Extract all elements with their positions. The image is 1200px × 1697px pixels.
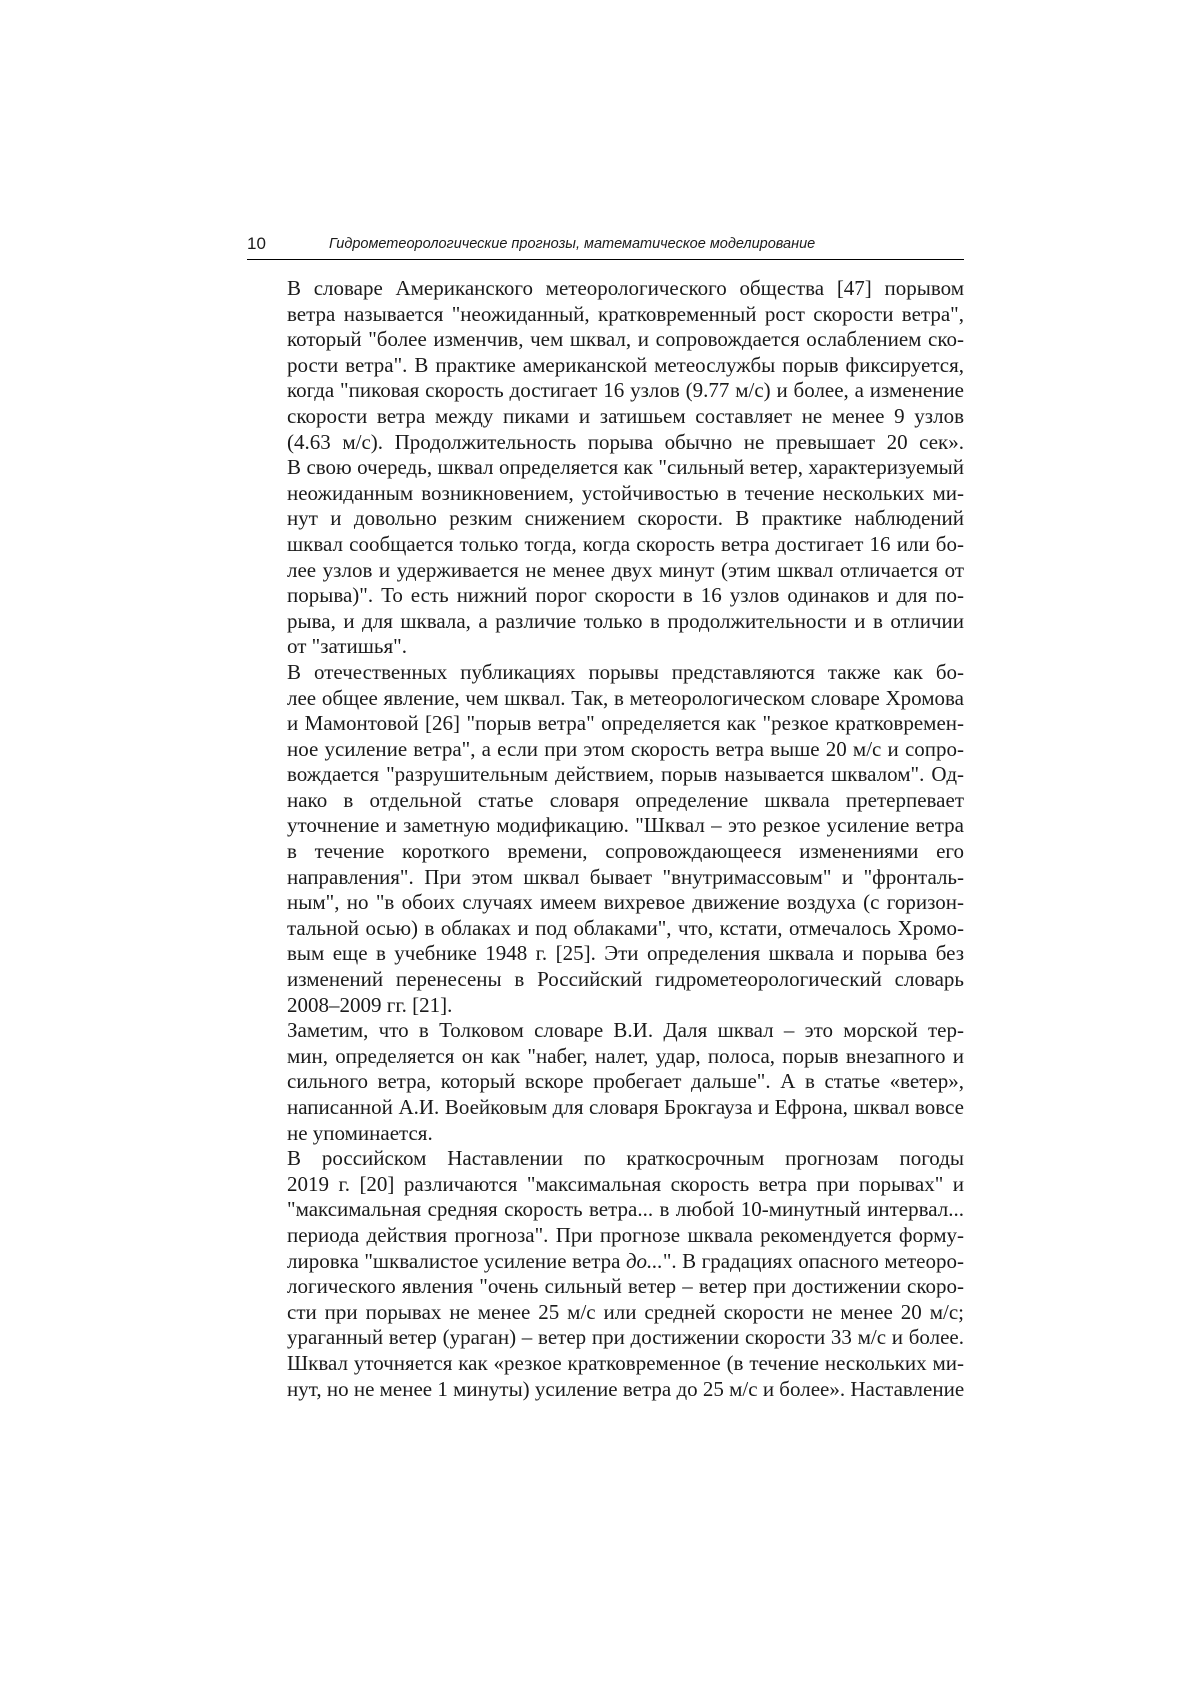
text-line: лее общее явление, чем шквал. Так, в метеорологическом словаре Хромова [287,685,964,710]
text-line: лее узлов и удерживается не менее двух минут (этим шквал отличается от [287,557,964,582]
text-line: уточнение и заметную модификацию. "Шквал – это резкое усиление ветра [287,813,964,838]
paragraph [247,1146,964,1402]
text-line: написанной А.И. Воейковым для словаря Брокгауза и Ефрона, шквал вовсе [287,1095,964,1119]
text-line: ураганный ветер (ураган) – ветер при достижении скорости 33 м/с и более. [287,1325,964,1350]
text-line: В отечественных публикациях порывы представляются также как бо- [287,659,964,684]
text-line: В свою очередь, шквал определяется как "сильный ветер, характеризуемый [287,455,964,480]
text-line: скорости ветра между пиками и затишьем составляет не менее 9 узлов [287,403,964,428]
text-line: который "более изменчив, чем шквал, и сопровождается ослаблением ско- [287,327,964,352]
italic-word: до... [625,1248,663,1273]
text-line: Шквал уточняется как «резкое кратковременное (в течение нескольких ми- [287,1350,964,1375]
text-line: ветра называется "неожиданный, кратковременный рост скорости ветра", [287,301,964,326]
text-line: периода действия прогноза". При прогнозе шквала рекомендуется форму- [287,1222,964,1247]
text-line: нут, но не менее 1 минуты) усиление ветра до 25 м/с и более». Наставление [287,1376,965,1401]
text-line: направления". При этом шквал бывает "внутримассовым" и "фронталь- [287,864,964,889]
text-line: порыва)". То есть нижний порог скорости в 16 узлов одинаков и для по- [287,583,964,608]
text-line: мин, определяется он как "набег, налет, удар, полоса, порыв внезапного и [287,1043,964,1068]
text-line: тальной осью) в облаках и под облаками", что, кстати, отмечалось Хромо- [287,915,964,940]
text-line: вождается "разрушительным действием, порыв называется шквалом". Од- [287,762,964,787]
text-line: не упоминается. [287,1120,433,1145]
running-head [247,233,964,260]
paragraph [247,660,964,1018]
text-line: логического явления "очень сильный ветер – ветер при достижении скоро- [287,1274,964,1299]
running-title: Гидрометеорологические прогнозы, математическое моделирование [329,236,816,252]
text-line: (4.63 м/с). Продолжительность порыва обычно не превышает 20 сек». [287,429,964,454]
page-number: 10 [247,234,266,253]
text-line: Заметим, что в Толковом словаре В.И. Даля шквал – это морской тер- [287,1018,964,1043]
text-line: 2008–2009 гг. [21]. [287,992,453,1017]
text-line: когда "пиковая скорость достигает 16 узлов (9.77 м/с) и более, а изменение [287,378,964,403]
paragraph [247,276,964,660]
text-line: ное усиление ветра", а если при этом скорость ветра выше 20 м/с и сопро- [287,736,964,761]
text-line: ным", но "в обоих случаях имеем вихревое движение воздуха (с горизон- [287,890,964,915]
text-line: 2019 г. [20] различаются "максимальная скорость ветра при порывах" и [287,1171,964,1196]
text-line: рыва, и для шквала, а различие только в продолжительности и в отличии [287,608,964,633]
text-line: шквал сообщается только тогда, когда скорость ветра достигает 16 или бо- [287,531,964,556]
text-line: нут и довольно резким снижением скорости. В практике наблюдений [287,506,964,531]
text-line: изменений перенесены в Российский гидрометеорологический словарь [287,967,964,992]
text-line: в течение короткого времени, сопровождающееся изменениями его [287,839,964,864]
body-text [247,276,964,1402]
text-line: лировка "шквалистое усиление ветра до...". В градациях опасного метеоро- [287,1248,964,1273]
text-line: "максимальная средняя скорость ветра... в любой 10-минутный интервал... [287,1197,964,1222]
text-line: сти при порывах не менее 25 м/с или средней скорости не менее 20 м/с; [287,1299,964,1324]
text-line: В словаре Американского метеорологического общества [47] порывом [287,276,964,300]
text-line: рости ветра". В практике американской метеослужбы порыв фиксируется, [287,352,964,377]
paragraph [247,1018,964,1146]
text-line: и Мамонтовой [26] "порыв ветра" определяется как "резкое кратковремен- [287,711,964,736]
text-line: нако в отдельной статье словаря определение шквала претерпевает [287,787,964,812]
text-line: неожиданным возникновением, устойчивостью в течение нескольких ми- [287,480,964,505]
text-line: сильного ветра, который вскоре пробегает дальше". А в статье «ветер», [287,1069,964,1094]
text-line: вым еще в учебнике 1948 г. [25]. Эти определения шквала и порыва без [287,941,964,966]
text-line: от "затишья". [287,634,407,659]
text-line: В российском Наставлении по краткосрочным прогнозам погоды [287,1146,964,1171]
